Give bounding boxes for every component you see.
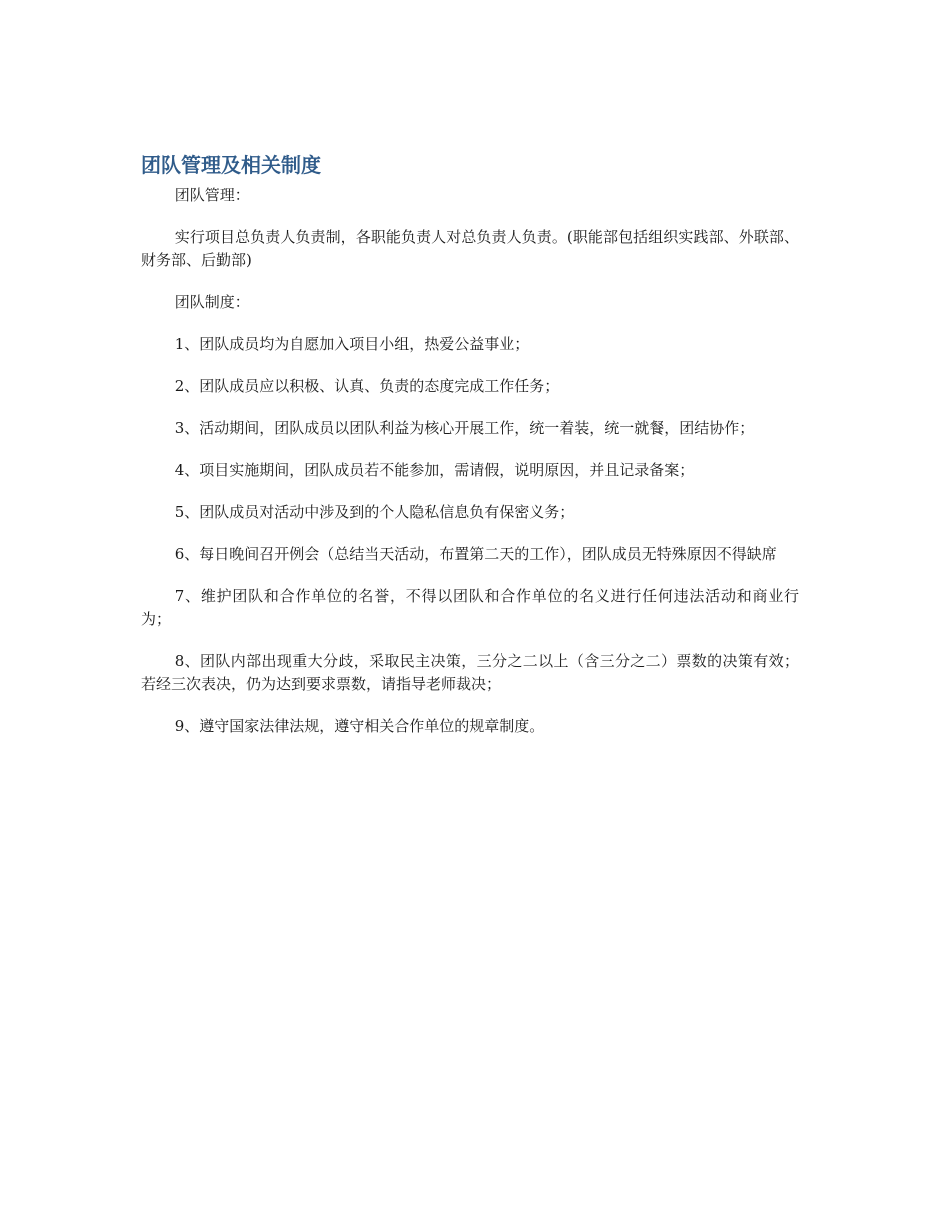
rule-item-3: 3、活动期间，团队成员以团队利益为核心开展工作，统一着装，统一就餐，团结协作； [174,419,755,437]
rule-item-6: 6、每日晚间召开例会（总结当天活动，布置第二天的工作），团队成员无特殊原因不得缺席 [174,545,777,563]
rule-item-7: 7、维护团队和合作单位的名誉，不得以团队和合作单位的名义进行任何违法活动和商业行为； [141,587,799,628]
rule-item-1: 1、团队成员均为自愿加入项目小组，热爱公益事业； [174,335,530,353]
section-heading-team-rules: 团队制度： [174,293,250,311]
paragraph-responsibility-system: 实行项目总负责人负责制，各职能负责人对总负责人负责。(职能部包括组织实践部、外联部、财务部、后勤部) [141,228,799,269]
document-body [141,150,799,757]
rule-item-5: 5、团队成员对活动中涉及到的个人隐私信息负有保密义务； [174,503,575,521]
rule-item-2: 2、团队成员应以积极、认真、负责的态度完成工作任务； [174,377,560,395]
rule-item-9: 9、遵守国家法律法规，遵守相关合作单位的规章制度。 [174,717,545,735]
rule-item-4: 4、项目实施期间，团队成员若不能参加，需请假，说明原因，并且记录备案； [174,461,695,479]
document-title: 团队管理及相关制度 [141,153,321,177]
section-heading-team-management: 团队管理： [174,186,250,204]
rule-item-8: 8、团队内部出现重大分歧，采取民主决策，三分之二以上（含三分之二）票数的决策有效；若经三次表决，仍为达到要求票数，请指导老师裁决； [141,652,799,693]
